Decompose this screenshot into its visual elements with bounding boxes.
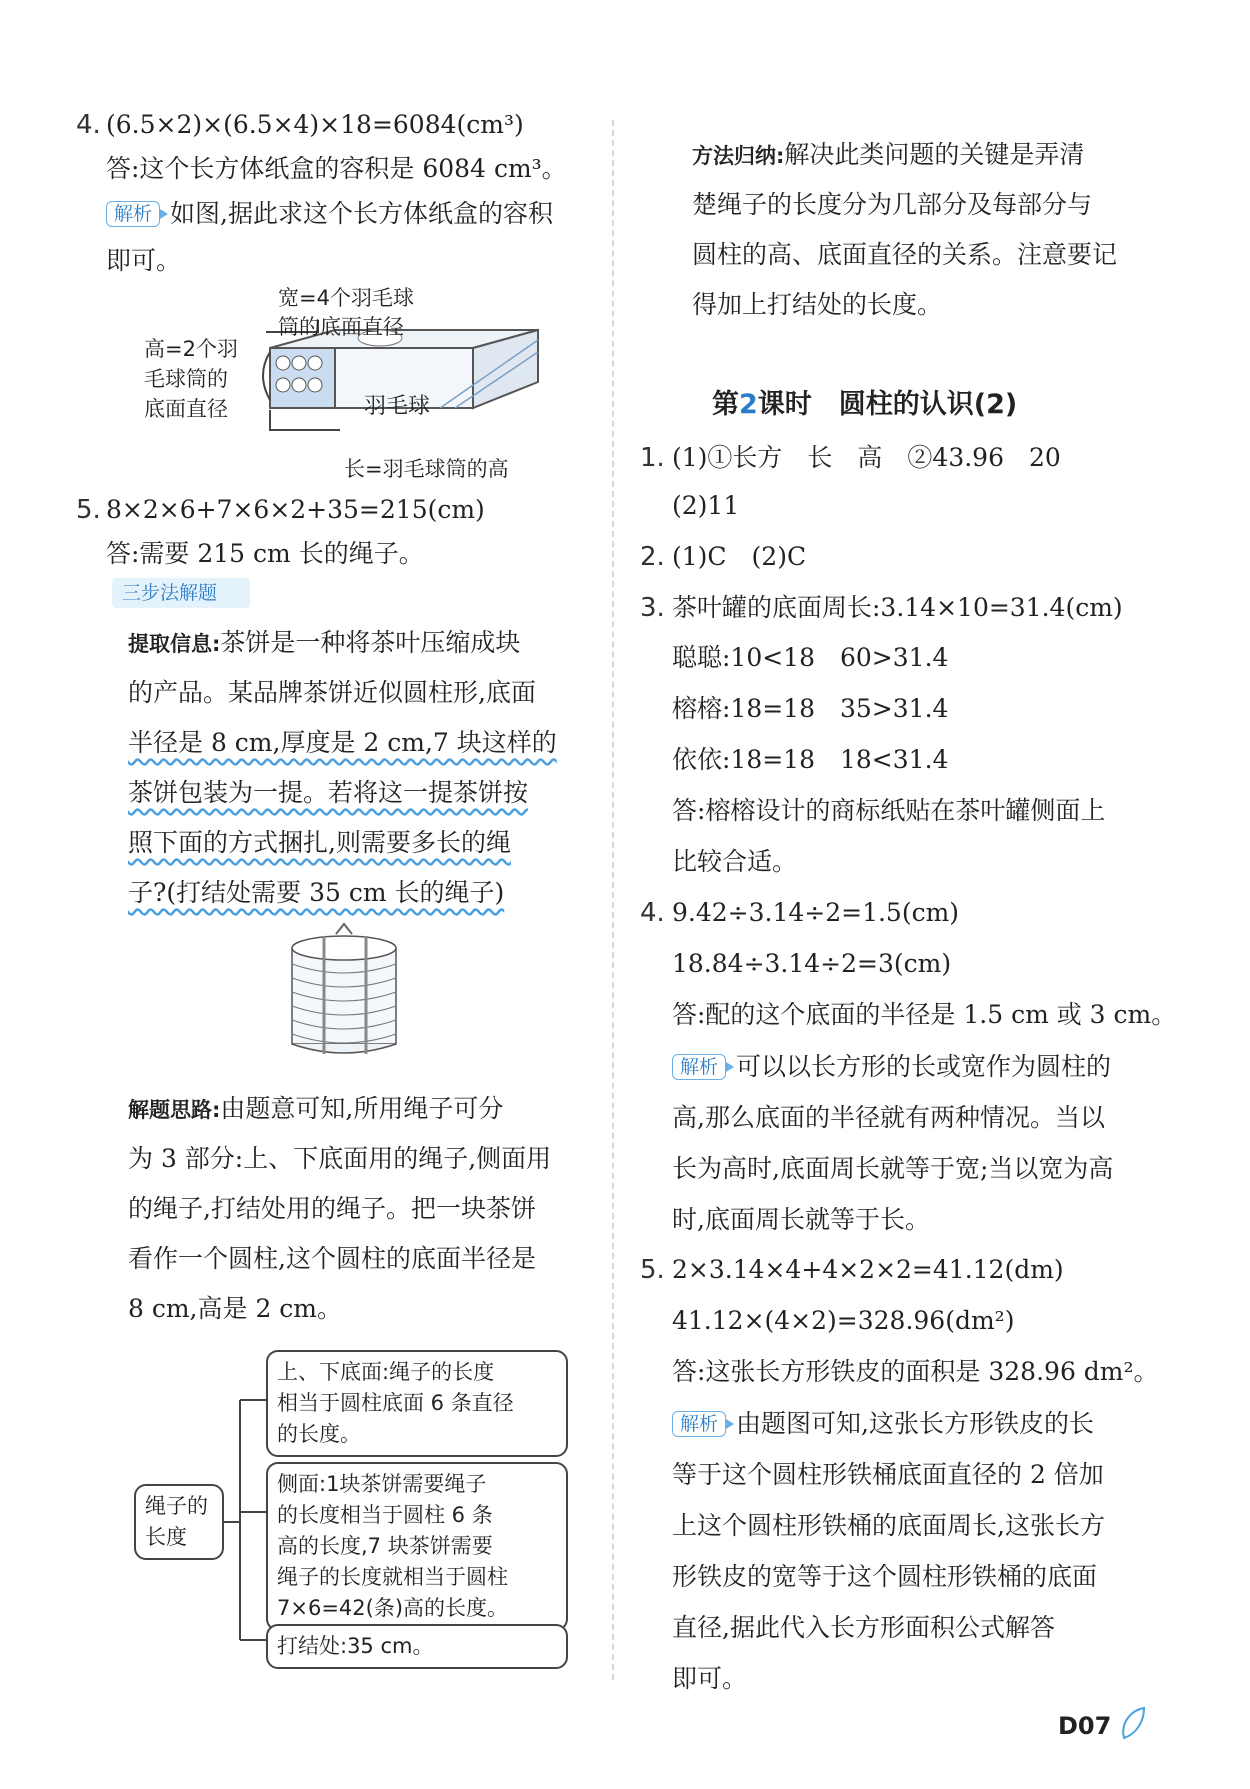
info-line-2: 的产品。某品牌茶饼近似圆柱形,底面: [128, 678, 536, 707]
q4-analysis-line-1: [106, 197, 553, 231]
map-root: [134, 1484, 224, 1560]
lesson-title-pre: 第: [712, 389, 739, 420]
stack-top: [292, 936, 396, 960]
idea-line-2: 为 3 部分:上、下底面用的绳子,侧面用: [128, 1144, 552, 1173]
knot-line: 打结处:35 cm。: [277, 1634, 434, 1658]
map-root-line-1: 绳子的: [145, 1494, 208, 1518]
tube-end: [308, 378, 322, 392]
leaf-icon: [1118, 1704, 1148, 1744]
r-q5-line-2: 41.12×(4×2)=328.96(dm²): [672, 1306, 1015, 1335]
r-q3-line-6: 比较合适。: [672, 847, 798, 876]
r-q3-line-2: 聪聪:10<18 60>31.4: [672, 643, 949, 672]
fig-width-label-2: 筒的底面直径: [278, 315, 404, 339]
lesson-number: 2: [739, 389, 758, 420]
side-line-4: 绳子的长度就相当于圆柱: [277, 1565, 508, 1589]
r-q5-analysis-3: 上这个圆柱形铁桶的底面周长,这张长方: [672, 1511, 1105, 1540]
analysis-tag: 解析: [672, 1054, 726, 1080]
r-q4-analysis-1: [672, 1050, 1111, 1084]
info-line-4: 茶饼包装为一提。若将这一提茶饼按: [128, 778, 529, 807]
info-line-6: 子?(打结处需要 35 cm 长的绳子): [128, 878, 505, 907]
q4-number: 4.: [76, 110, 101, 140]
q5-answer: 答:需要 215 cm 长的绳子。: [106, 539, 424, 568]
bases-line-1: 上、下底面:绳子的长度: [277, 1360, 495, 1384]
method-text-1: 解决此类问题的关键是弄清: [784, 140, 1085, 169]
method-line-2: 楚绳子的长度分为几部分及每部分与: [692, 190, 1093, 219]
q4-analysis-text: 如图,据此求这个长方体纸盒的容积: [170, 199, 553, 228]
r-q5-analysis-1: [672, 1407, 1094, 1441]
tube-end: [276, 378, 290, 392]
idea-line-1: [128, 1092, 503, 1127]
r-q5-analysis-5: 直径,据此代入长方形面积公式解答: [672, 1613, 1055, 1642]
r-q5-analysis-2: 等于这个圆柱形铁桶底面直径的 2 倍加: [672, 1460, 1104, 1489]
idea-line-5: 8 cm,高是 2 cm。: [128, 1294, 343, 1323]
side-line-2: 的长度相当于圆柱 6 条: [277, 1503, 493, 1527]
rope-knot: [336, 924, 352, 934]
bases-line-2: 相当于圆柱底面 6 条直径: [277, 1391, 514, 1415]
r-q3-line-4: 依依:18=18 18<31.4: [672, 745, 949, 774]
idea-line-3: 的绳子,打结处用的绳子。把一块茶饼: [128, 1194, 536, 1223]
fig-width-label-1: 宽=4个羽毛球: [278, 286, 414, 310]
height-brace: [263, 352, 270, 400]
fig-height-label-3: 底面直径: [144, 397, 228, 421]
idea-line-4: 看作一个圆柱,这个圆柱的底面半径是: [128, 1244, 536, 1273]
lesson-title-post: 课时 圆柱的认识(2): [757, 389, 1018, 420]
idea-label: 解题思路:: [128, 1098, 221, 1122]
q4-analysis-line-2: 即可。: [106, 246, 182, 275]
r-q3-line-5: 答:榕榕设计的商标纸贴在茶叶罐侧面上: [672, 796, 1106, 825]
fig-height-label-1: 高=2个羽: [144, 337, 238, 361]
three-step-tag: 三步法解题: [112, 578, 250, 608]
method-label: 方法归纳:: [692, 144, 785, 168]
side-line-1: 侧面:1块茶饼需要绳子: [277, 1472, 487, 1496]
r-q3-number: 3.: [640, 593, 665, 623]
method-line-3: 圆柱的高、底面直径的关系。注意要记: [692, 240, 1118, 269]
tube-end: [308, 356, 322, 370]
info-line-1: [128, 626, 520, 661]
r-q4-line-3: 答:配的这个底面的半径是 1.5 cm 或 3 cm。: [672, 1000, 1177, 1029]
r-q1-line-2: (2)11: [672, 491, 740, 520]
tube-end: [292, 356, 306, 370]
stack-body: [292, 948, 396, 1044]
map-root-line-2: 长度: [145, 1525, 187, 1549]
r-q4-line-2: 18.84÷3.14÷2=3(cm): [672, 949, 952, 978]
map-branch-knot: [266, 1624, 568, 1669]
q4-equation: (6.5×2)×(6.5×4)×18=6084(cm³): [106, 110, 524, 139]
side-line-3: 高的长度,7 块茶饼需要: [277, 1534, 493, 1558]
tube-end: [292, 378, 306, 392]
info-line-3: 半径是 8 cm,厚度是 2 cm,7 块这样的: [128, 728, 557, 757]
tea-cake-stack-figure: [284, 922, 408, 1062]
map-branch-side: [266, 1462, 568, 1631]
q5-number: 5.: [76, 495, 101, 525]
tube-end: [276, 356, 290, 370]
r-q5-analysis-text: 由题图可知,这张长方形铁皮的长: [736, 1409, 1094, 1438]
bases-line-3: 的长度。: [277, 1422, 361, 1446]
r-q2-line-1: (1)C (2)C: [672, 542, 807, 571]
info-line-5: 照下面的方式捆扎,则需要多长的绳: [128, 828, 511, 857]
side-line-5: 7×6=42(条)高的长度。: [277, 1596, 509, 1620]
r-q5-number: 5.: [640, 1255, 665, 1285]
r-q3-line-1: 茶叶罐的底面周长:3.14×10=31.4(cm): [672, 593, 1123, 622]
r-q1-line-1: (1)①长方 长 高 ②43.96 20: [672, 443, 1061, 472]
stack-bottom: [292, 1044, 396, 1053]
r-q4-analysis-text: 可以以长方形的长或宽作为圆柱的: [736, 1052, 1112, 1081]
q4-answer: 答:这个长方体纸盒的容积是 6084 cm³。: [106, 154, 567, 183]
q5-equation: 8×2×6+7×6×2+35=215(cm): [106, 495, 485, 524]
r-q4-analysis-3: 长为高时,底面周长就等于宽;当以宽为高: [672, 1154, 1114, 1183]
r-q1-number: 1.: [640, 443, 665, 473]
r-q3-line-3: 榕榕:18=18 35>31.4: [672, 694, 949, 723]
method-line-1: [692, 138, 1084, 173]
r-q4-number: 4.: [640, 898, 665, 928]
r-q2-number: 2.: [640, 542, 665, 572]
r-q5-analysis-6: 即可。: [672, 1664, 748, 1693]
r-q4-analysis-2: 高,那么底面的半径就有两种情况。当以: [672, 1103, 1105, 1132]
page-number: D07: [1058, 1712, 1112, 1740]
info-text-1: 茶饼是一种将茶叶压缩成块: [220, 628, 521, 657]
length-bracket: [270, 410, 340, 430]
analysis-tag: 解析: [672, 1411, 726, 1437]
map-branch-bases: [266, 1350, 568, 1457]
r-q5-analysis-4: 形铁皮的宽等于这个圆柱形铁桶的底面: [672, 1562, 1098, 1591]
r-q5-line-1: 2×3.14×4+4×2×2=41.12(dm): [672, 1255, 1064, 1284]
fig-length-label: 长=羽毛球筒的高: [344, 457, 509, 481]
fig-box-text: 羽毛球: [364, 394, 431, 419]
column-divider: [612, 120, 614, 1680]
analysis-tag: 解析: [106, 201, 160, 227]
r-q4-analysis-4: 时,底面周长就等于长。: [672, 1205, 930, 1234]
idea-text-1: 由题意可知,所用绳子可分: [220, 1094, 504, 1123]
r-q5-line-3: 答:这张长方形铁皮的面积是 328.96 dm²。: [672, 1357, 1159, 1386]
info-label: 提取信息:: [128, 632, 221, 656]
lesson-title: [712, 388, 1017, 422]
fig-height-label-2: 毛球筒的: [144, 367, 228, 391]
r-q4-line-1: 9.42÷3.14÷2=1.5(cm): [672, 898, 960, 927]
method-line-4: 得加上打结处的长度。: [692, 290, 943, 319]
